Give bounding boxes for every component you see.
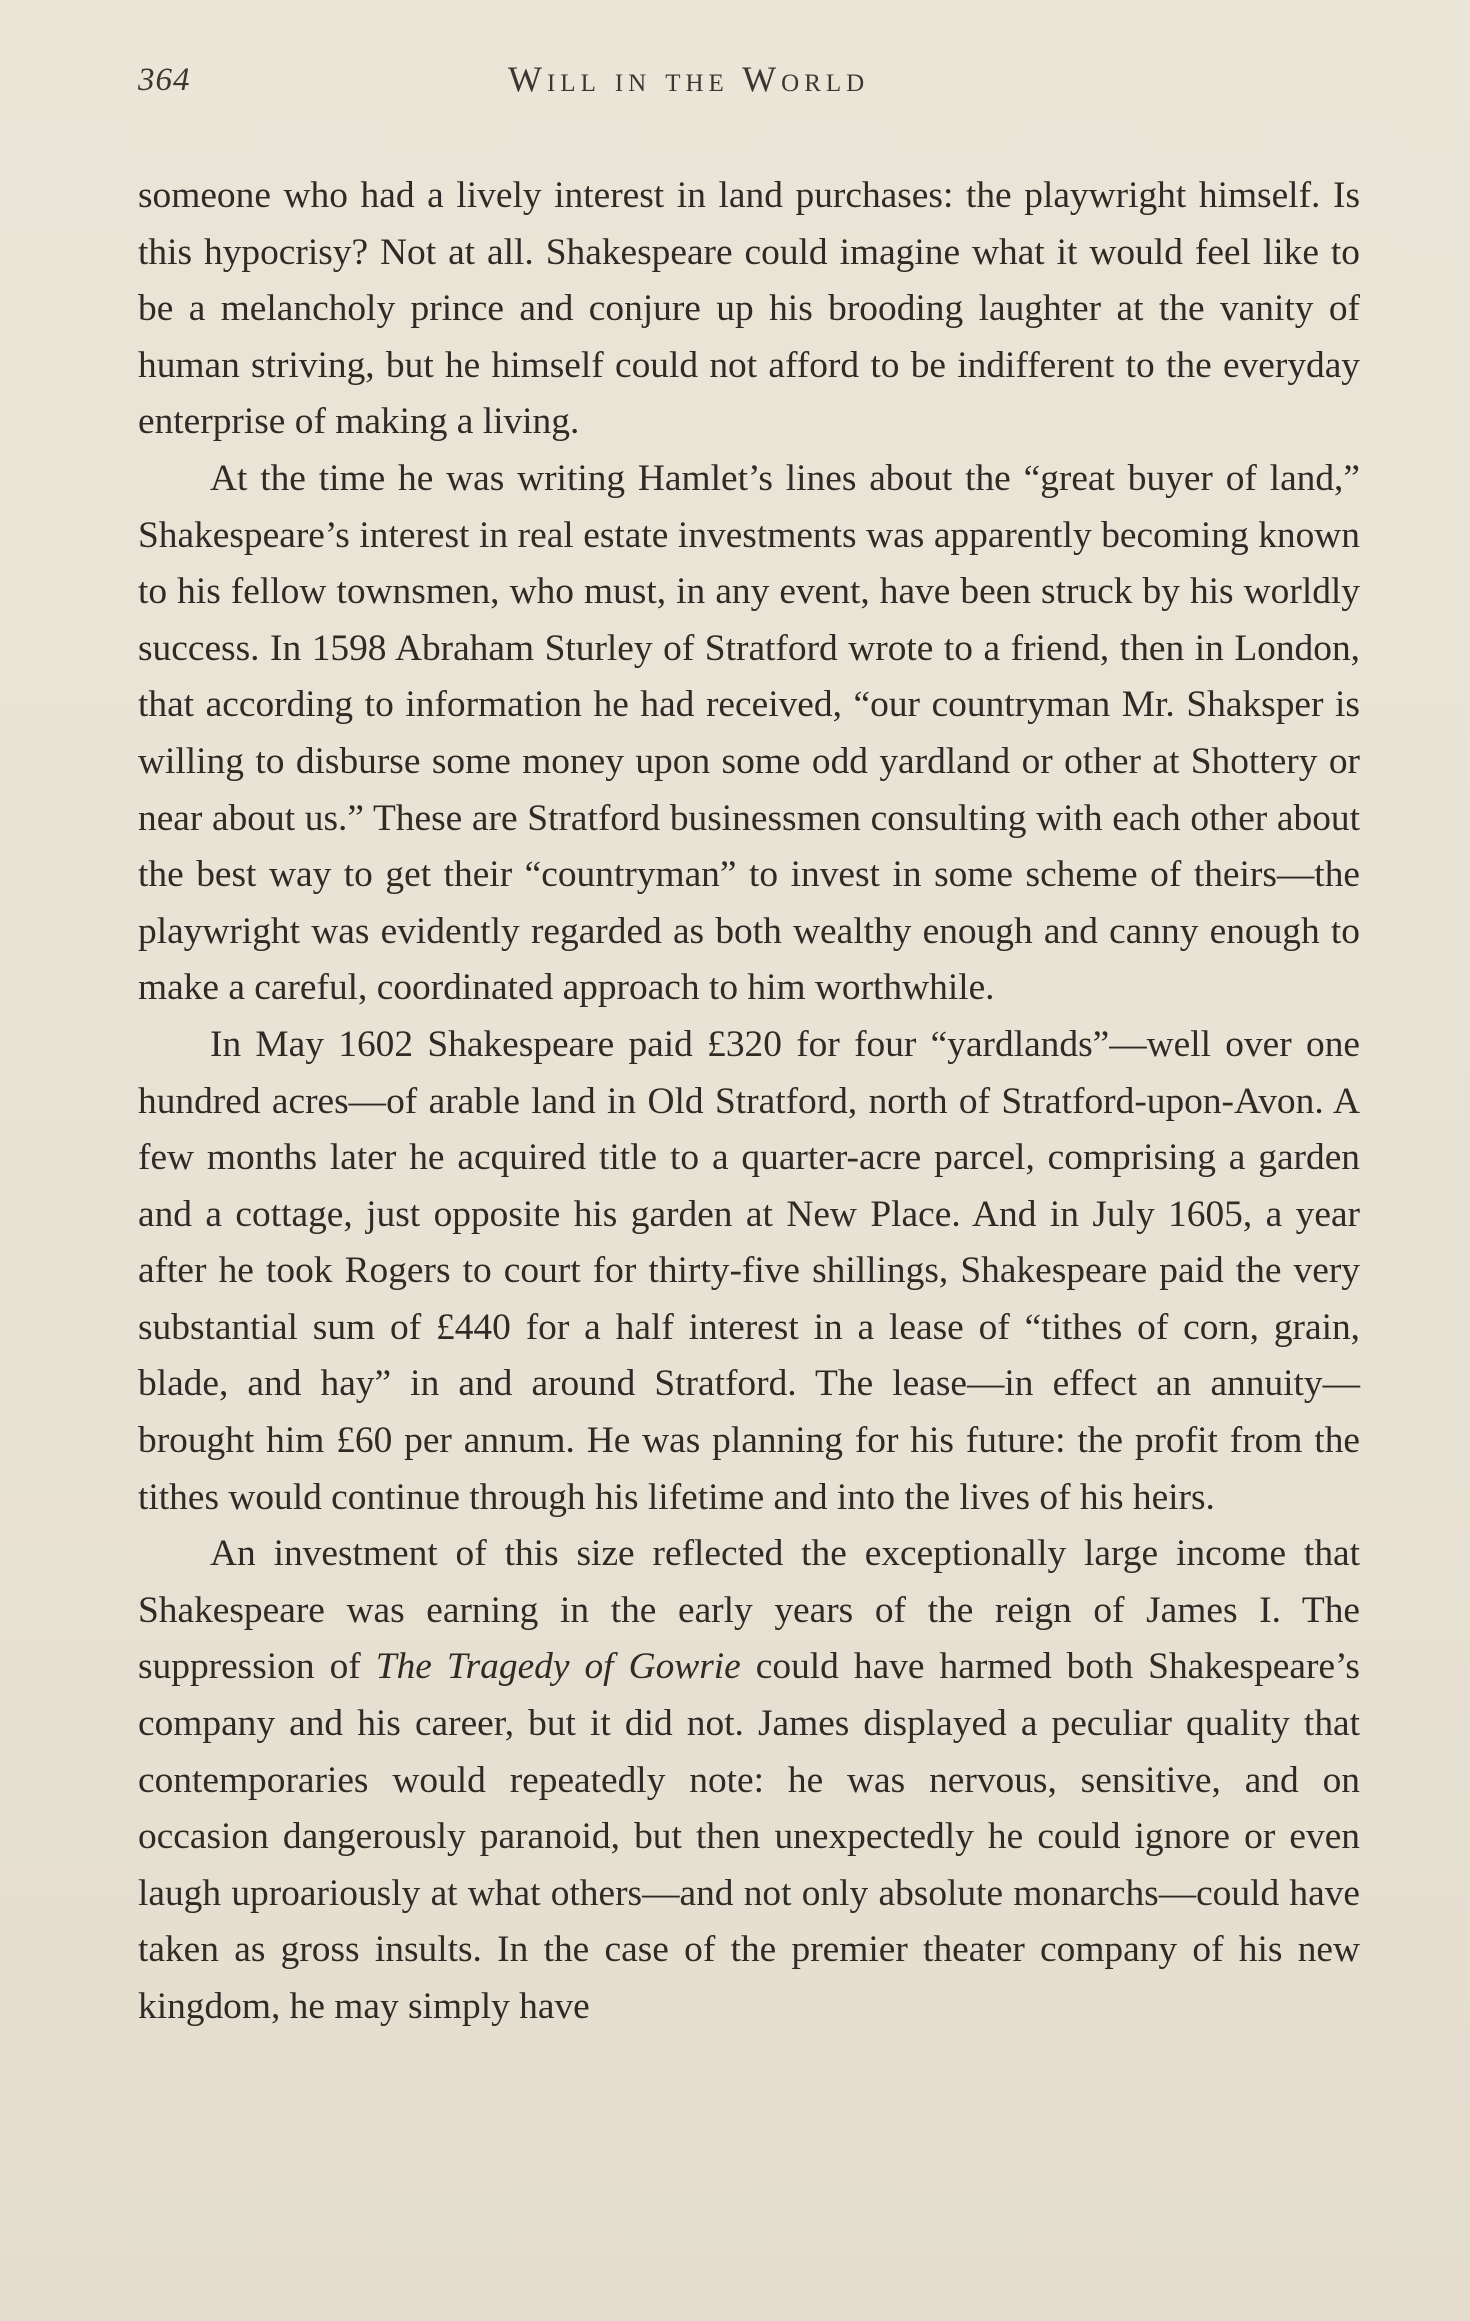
play-title-italic: The Tragedy of Gowrie [375,1646,741,1688]
paragraph-continued: someone who had a lively interest in land purchases: the playwright himself. Is this hypocrisy? Not at all. Shakespeare could imagine what it would feel like to be a melancholy prince and conjure up his brooding laughter at the vanity of human striving, but he himself could not afford to be indifferent to the everyday enterprise of making a living. [138,175,1360,443]
paragraph-sturley-letter: At the time he was writing Hamlet’s lines about the “great buyer of land,” Shakespeare’s interest in real estate investments was apparently becoming known to his fellow townsmen, who must, in any event, have been struck by his worldly success. In 1598 Abraham Sturley of Stratford wrote to a friend, then in London, that according to information he had received, “our countryman Mr. Shaksper is willing to disburse some money upon some odd yardland or other at Shottery or near about us.” These are Stratford businessmen consulting with each other about the best way to get their “countryman” to invest in some scheme of theirs—the playwright was evidently regarded as both wealthy enough and canny enough to make a careful, coordinated approach to him worthwhile. [138,457,1360,1009]
body-text [138,168,1360,2036]
book-title: Will in the World [508,59,870,99]
page-number: 364 [138,62,191,98]
paragraph-land-purchases: In May 1602 Shakespeare paid £320 for four “yardlands”—well over one hundred acres—of arable land in Old Stratford, north of Stratford-upon-Avon. A few months later he acquired title to a quarter-acre parcel, comprising a garden and a cottage, just opposite his garden at New Place. And in July 1605, a year after he took Rogers to court for thirty-five shillings, Shakespeare paid the very substantial sum of £440 for a half interest in a lease of “tithes of corn, grain, blade, and hay” in and around Stratford. The lease—in effect an annuity—brought him £60 per annum. He was planning for his future: the profit from the tithes would continue through his lifetime and into the lives of his heirs. [138,1023,1360,1518]
paragraph-text-after: could have harmed both Shakespeare’s company and his career, but it did not. James displayed a peculiar quality that contemporaries would repeatedly note: he was nervous, sensitive, and on occasion dangerously paranoid, but then unexpectedly he could ignore or even laugh uproariously at what others—and not only absolute monarchs—could have taken as gross insults. In the case of the premier theater company of his new kingdom, he may simply have [138,1646,1360,2027]
running-head [138,58,1360,108]
paragraph-text-before: An investment of this size reflected the exceptionally large income that Shakespeare was earning in the early years of the reign of James I. The suppression of [138,1533,1360,1688]
paragraph-investment-income [138,1526,1360,2035]
